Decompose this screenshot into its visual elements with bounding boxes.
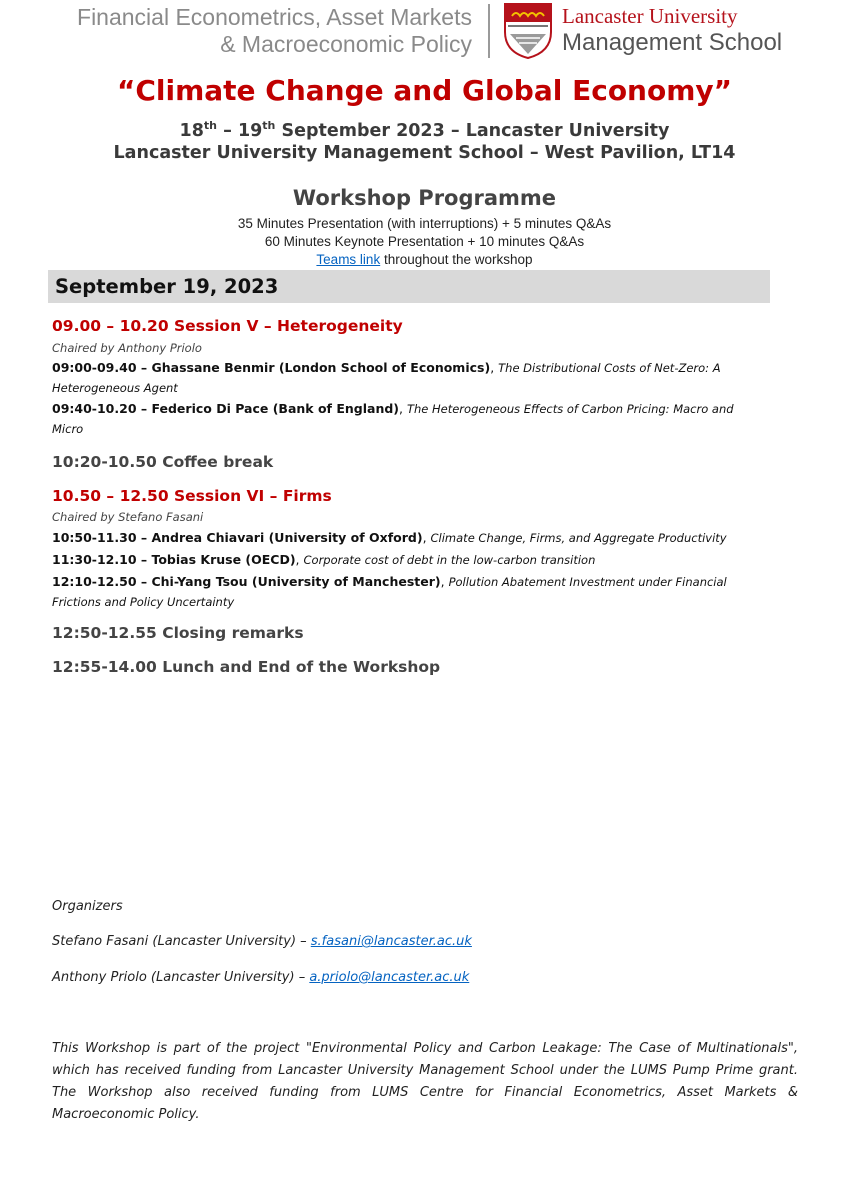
session-vi-chair: Chaired by Stefano Fasani [52, 510, 204, 524]
university-crest-icon [502, 2, 554, 60]
university-name: Lancaster University [562, 4, 738, 28]
talk-benmir-speaker: 09:00-09.40 – Ghassane Benmir (London School of Economics) [52, 360, 491, 375]
talk-tsou: 12:10-12.50 – Chi-Yang Tsou (University of Manchester), Pollution Abatement Investment under Financial Frictions and Policy Uncertainty [52, 572, 792, 612]
programme-title: Workshop Programme [292, 186, 557, 210]
teams-link[interactable]: Teams link [316, 252, 381, 267]
dates-day2: 19 [237, 120, 263, 141]
talk-chiavari: 10:50-11.30 – Andrea Chiavari (University of Oxford), Climate Change, Firms, and Aggregate Productivity [52, 530, 727, 545]
talk-tsou-speaker: 12:10-12.50 – Chi-Yang Tsou (University of Manchester) [52, 574, 441, 589]
organizer-fasani-email-link[interactable]: s.fasani@lancaster.ac.uk [310, 934, 472, 949]
dates-day1: 18 [179, 120, 204, 141]
coffee-break: 10:20-10.50 Coffee break [52, 453, 274, 471]
session-v-title: 09.00 – 10.20 Session V – Heterogeneity [52, 317, 403, 335]
funding-note: This Workshop is part of the project "Environmental Policy and Carbon Leakage: The Case of Multinationals", which has received funding from Lancaster University Management School under the LUMS Pump Prime grant. The Workshop also received funding from LUMS Centre for Financial Econometrics, Asset Markets & Macroeconomic Policy. [52, 1041, 798, 1122]
talk-kruse-paper: Corporate cost of debt in the low-carbon transition [303, 553, 596, 567]
dates-day1-suffix: th [203, 119, 217, 132]
dates-rest: September 2023 – Lancaster University [275, 120, 670, 141]
talk-tsou-paper-line1: Pollution Abatement Investment under Financial [448, 575, 727, 589]
organizer-priolo-name: Anthony Priolo (Lancaster University) – [52, 970, 310, 985]
talk-dipace-paper-line1: The Heterogeneous Effects of Carbon Pricing: Macro and [406, 402, 734, 416]
teams-line [0, 251, 849, 269]
dates-day2-suffix: th [262, 119, 276, 132]
talk-tsou-paper-line2: Frictions and Policy Uncertainty [52, 595, 235, 609]
centre-name [30, 4, 472, 58]
talk-dipace-paper-line2: Micro [52, 422, 84, 436]
centre-name-line1: Financial Econometrics, Asset Markets [77, 4, 472, 30]
session-v-chair: Chaired by Anthony Priolo [52, 341, 202, 355]
talk-kruse: 11:30-12.10 – Tobias Kruse (OECD), Corporate cost of debt in the low-carbon transition [52, 552, 596, 567]
header-divider [488, 4, 490, 58]
organizer-priolo [52, 968, 469, 988]
event-venue: Lancaster University Management School – West Pavilion, LT14 [113, 143, 736, 163]
closing-remarks: 12:50-12.55 Closing remarks [52, 624, 304, 642]
teams-line-rest: throughout the workshop [380, 252, 533, 267]
talk-dipace-speaker: 09:40-10.20 – Federico Di Pace (Bank of England) [52, 401, 399, 416]
programme-format-line1: 35 Minutes Presentation (with interruptions) + 5 minutes Q&As [237, 216, 612, 231]
talk-benmir-paper-line2: Heterogeneous Agent [52, 381, 178, 395]
dates-separator: – [217, 120, 238, 141]
school-name: Management School [562, 29, 783, 56]
lunch-end: 12:55-14.00 Lunch and End of the Workshop [52, 658, 441, 676]
organizer-fasani-name: Stefano Fasani (Lancaster University) – [52, 934, 311, 949]
day-heading: September 19, 2023 [55, 275, 279, 298]
talk-chiavari-speaker: 10:50-11.30 – Andrea Chiavari (University of Oxford) [52, 530, 423, 545]
session-vi-title: 10.50 – 12.50 Session VI – Firms [52, 487, 332, 505]
organizers-label: Organizers [52, 899, 123, 914]
talk-benmir-paper-line1: The Distributional Costs of Net-Zero: A [498, 361, 721, 375]
talk-kruse-speaker: 11:30-12.10 – Tobias Kruse (OECD) [52, 552, 296, 567]
centre-name-line2: & Macroeconomic Policy [220, 31, 472, 57]
talk-chiavari-paper: Climate Change, Firms, and Aggregate Productivity [430, 531, 727, 545]
organizer-priolo-email-link[interactable]: a.priolo@lancaster.ac.uk [309, 970, 470, 985]
programme-format-line2: 60 Minutes Keynote Presentation + 10 minutes Q&As [264, 234, 585, 249]
talk-dipace: 09:40-10.20 – Federico Di Pace (Bank of England), The Heterogeneous Effects of Carbon Pricing: Macro and Micro [52, 399, 792, 439]
talk-benmir: 09:00-09.40 – Ghassane Benmir (London School of Economics), The Distributional Costs of Net-Zero: A Heterogeneous Agent [52, 358, 792, 398]
page-title: “Climate Change and Global Economy” [116, 74, 733, 107]
organizer-fasani [52, 932, 472, 952]
